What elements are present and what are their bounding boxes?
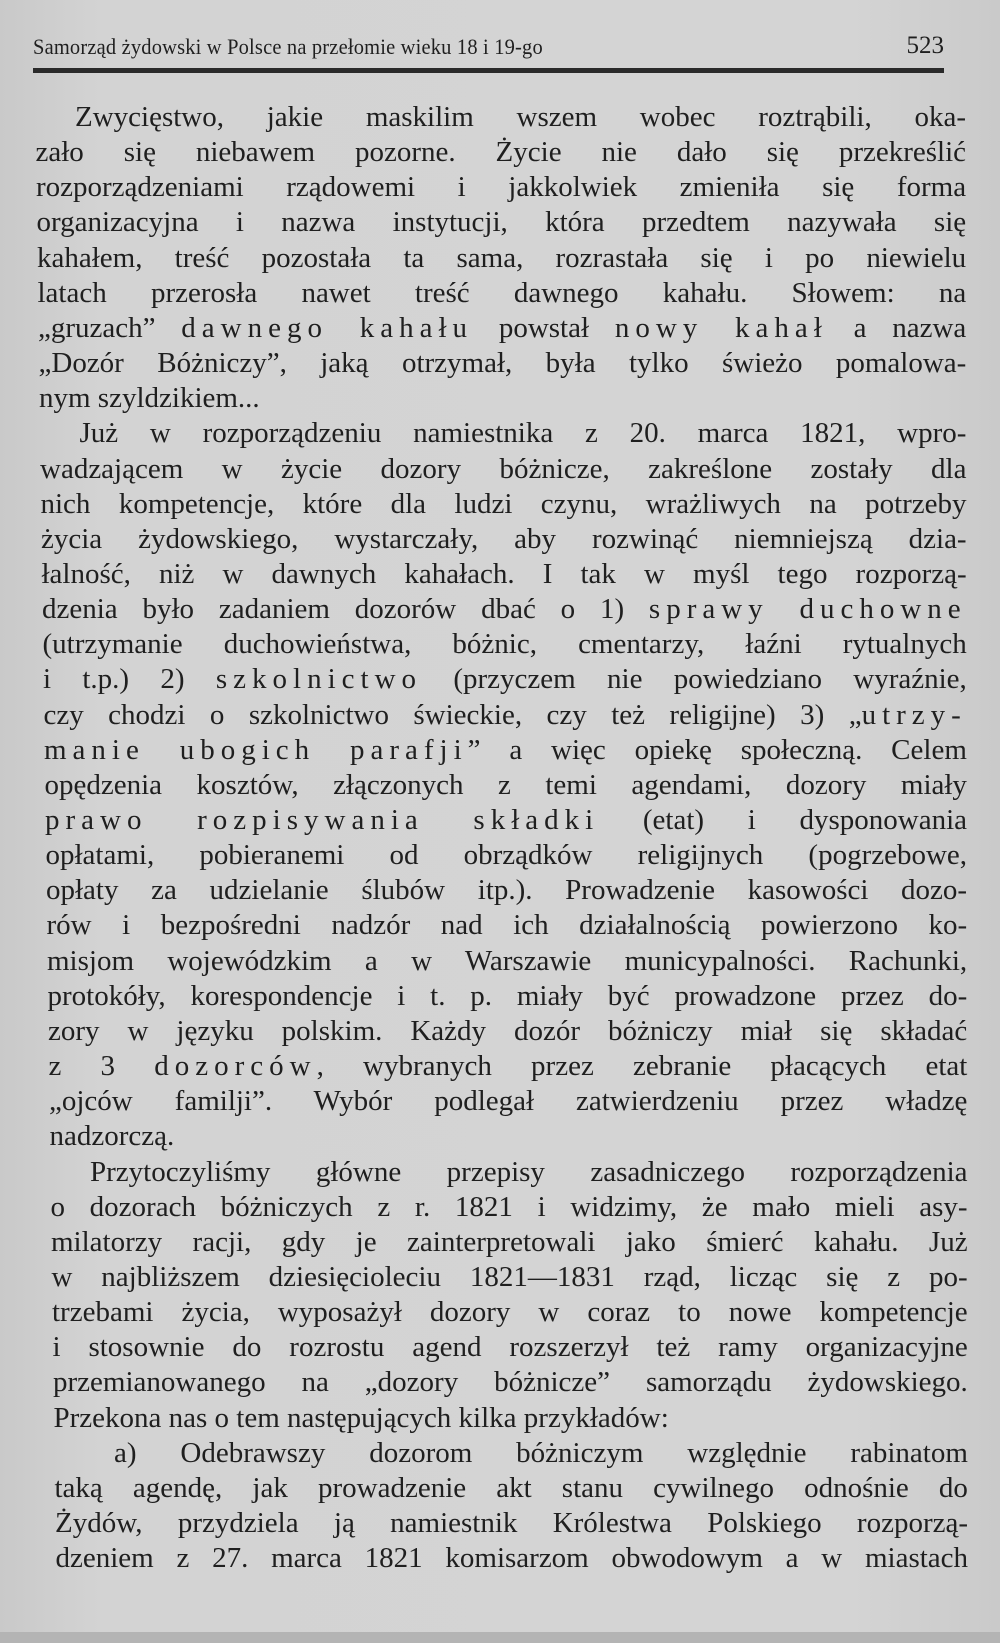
text-line [52,1295,968,1330]
text-line [41,487,967,522]
text-segment: rów i bezpośredni nadzór nad ich działalnością powierzono ko- [46,909,968,942]
text-line [44,698,967,733]
text-segment: zory w języku polskim. Każdy dozór bóżniczy miał się składać [48,1014,968,1047]
text-line [90,1155,968,1190]
text-segment: milatorzy racji, gdy je zainterpretowali jako śmierć kahału. Już [51,1225,968,1258]
text-segment: ” a więc opiekę społeczną. Celem [467,733,967,766]
page-number: 523 [906,32,944,59]
text-segment: Zwycięstwo, jakie maskilim wszem wobec roztrąbili, oka- [75,101,966,133]
text-segment: wadzającem w życie dozory bóżnicze, zakreślone zostały dla [40,452,967,485]
text-line [50,1119,175,1154]
text-line [38,311,966,346]
text-line [45,768,967,803]
text-line [42,592,967,627]
text-segment: i t.p.) 2) [43,663,216,696]
text-segment: życia żydowskiego, wystarczały, aby rozwinąć niemniejszą dzia- [41,522,967,555]
text-segment: (etat) i dysponowania [599,804,968,836]
text-segment: rozporządzeniami rządowemi i jakkolwiek zmieniła się forma [36,171,967,204]
text-line [39,381,260,416]
text-segment: taką agendę, jak prowadzenie akt stanu cywilnego odnośnie do [54,1471,968,1504]
text-segment: powstał [473,311,615,344]
text-segment: nich kompetencje, które dla ludzi czynu, wrażliwych na potrzeby [40,487,967,520]
text-segment: w najbliższem dziesięcioleciu 1821—1831 rząd, licząc się z po- [51,1260,968,1293]
text-segment: łalność, niż w dawnych kahałach. I tak w myśl tego rozporzą- [41,557,967,590]
text-segment: „Dozór Bóżniczy”, jaką otrzymał, była tylko świeżo pomalowa- [38,347,967,380]
text-line [54,1401,669,1436]
text-line [51,1225,968,1260]
text-segment: „ojców familji”. Wybór podlegał zatwierdzeniu przez władzę [49,1085,968,1118]
text-line [45,803,967,838]
text-line [80,416,967,451]
text-line [47,908,968,943]
text-segment: o dozorach bóżniczych z r. 1821 i widzimy, że mało mieli asy- [50,1190,968,1223]
text-segment: Przytoczyliśmy główne przepisy zasadniczego rozporządzenia [90,1155,968,1188]
text-line [55,1506,968,1541]
text-segment: czy chodzi o szkolnictwo świeckie, czy też religijne) 3) „ [43,698,862,731]
text-line [36,170,966,205]
text-line [43,627,967,662]
text-segment: zało się niebawem pozorne. Życie nie dało się przekreślić [35,136,967,169]
text-segment: „gruzach” [38,311,182,344]
text-segment: Przekona nas o tem następujących kilka przykładów: [53,1401,669,1434]
text-segment: misjom wojewódzkim a w Warszawie municypalności. Rachunki, [47,944,968,977]
text-line [37,205,967,240]
text-line [51,1190,968,1225]
text-line [40,452,967,487]
text-segment: (utrzymanie duchowieństwa, bóżnic, cmentarzy, łaźni rytualnych [42,628,967,661]
text-segment: (przyczem nie powiedziano wyraźnie, [422,663,967,696]
text-segment: a nazwa [827,311,967,344]
text-line [48,1014,967,1049]
text-line [41,522,967,557]
text-segment: Żydów, przydziela ją namiestnik Królestwa Polskiego rozporzą- [55,1507,968,1539]
text-segment: protokóły, korespondencje i t. p. miały być prowadzone przez do- [47,979,968,1012]
text-segment: opłaty za udzielanie ślubów itp.). Prowadzenie kasowości dozo- [46,874,968,907]
text-line [52,1260,968,1295]
scan-edge [0,1632,1000,1643]
text-segment: dzenia było zadaniem dozorów dbać o 1) [42,593,649,626]
text-segment: kahałem, treść pozostała ta sama, rozrastała się i po niewielu [37,241,967,274]
text-line [44,733,967,768]
spaced-emphasis-text: nowy kahał [614,311,828,344]
text-line [46,838,968,873]
text-line [53,1365,968,1400]
text-segment: Już w rozporządzeniu namiestnika z 20. marca 1821, wpro- [79,417,967,450]
text-segment: organizacyjna i nazwa instytucji, która przedtem nazywała się [36,206,967,239]
text-line [114,1436,968,1471]
spaced-emphasis-text: szkolnictwo [215,663,423,696]
text-line [43,662,967,697]
text-line [55,1471,968,1506]
text-line [48,979,968,1014]
text-line [37,241,966,276]
text-segment: z 3 [48,1050,155,1083]
spaced-emphasis-text: dawnego kahału [181,311,474,344]
spaced-emphasis-text: utrzy- [861,698,967,731]
text-segment: , wybranych przez zebranie płacących etat [316,1050,968,1083]
text-segment: przemianowanego na „dozory bóżnicze” samorządu żydowskiego. [53,1366,968,1399]
text-segment: nym szyldzikiem... [39,382,260,415]
spaced-emphasis-text: dozorców [154,1050,317,1083]
text-segment: opędzenia kosztów, złączonych z temi agendami, dozory miały [44,768,967,801]
text-segment: trzebami życia, wyposażył dozory w coraz to nowe kompetencje [52,1296,968,1329]
text-line [36,135,967,170]
text-line [39,346,967,381]
text-segment: a) Odebrawszy dozorom bóżniczym względnie rabinatom [114,1436,968,1469]
text-line [47,944,967,979]
text-line [75,100,966,135]
text-line [53,1330,968,1365]
spaced-emphasis-text: prawo rozpisywania składki [45,804,600,836]
text-line [38,276,967,311]
text-line [49,1084,967,1119]
text-line [49,1049,968,1084]
text-segment: nadzorczą. [49,1120,175,1153]
text-line [56,1541,969,1576]
spaced-emphasis-text: manie ubogich parafji [44,733,468,766]
text-segment: latach przerosła nawet treść dawnego kahału. Słowem: na [37,276,967,309]
text-segment: dzeniem z 27. marca 1821 komisarzom obwodowym a w miastach [55,1542,969,1575]
text-line [46,873,967,908]
spaced-emphasis-text: sprawy duchowne [648,593,967,626]
text-line [42,557,967,592]
running-title: Samorząd żydowski w Polsce na przełomie wieku 18 i 19-go [33,34,543,59]
header-rule [33,68,944,73]
text-segment: opłatami, pobieranemi od obrządków religijnych (pogrzebowe, [45,839,968,872]
text-segment: i stosownie do rozrostu agend rozszerzył też ramy organizacyjne [52,1331,968,1364]
